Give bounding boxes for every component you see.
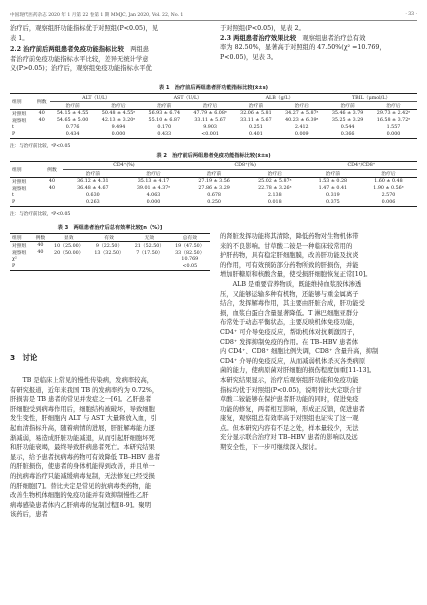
table-cell: 7（17.50） [136,251,163,256]
table-cell: 35.25 ± 3.29 [331,118,364,123]
table-cell: 20（50.00） [54,251,84,256]
table1-caption: 表 1 治疗前后两组患者肝功能指标比较(x̄±s) [158,85,269,91]
text-line: 两组患 [130,46,150,53]
table3-header: 例数 [35,236,46,241]
text-line: 改善生物机体细胞的免疫功能并有效抑制慢性乙肝 [10,492,149,500]
table-cell: 0.630 [85,193,100,198]
text-line: CD4⁺ 可介导免疫反应，帮助机体对抗刺激因子， [220,328,359,336]
table-cell: t [12,193,14,198]
table1-header-tbil: TBIL（μmol/L） [325,94,417,102]
discussion-right-column [220,232,420,453]
text-line: 于对照组(P<0.05)，见表 2。 [220,25,305,32]
text-line: 护肝药物，具有稳定肝细胞膜，改善肝功能及抗炎 [220,252,359,260]
table-cell: 33（82.50） [175,251,205,256]
text-line: 内 CD4⁺、CD8⁺ 细胞比例失调，CD8⁺ 含量升高，抑制 [220,348,379,356]
table-cell: 40 [37,250,44,255]
table-cell: 0.009 [294,132,309,137]
table1-header-n: 例数 [36,100,47,105]
section-3-title: 3 讨论 [10,353,38,362]
table1-subheader: 治疗后 [386,104,401,109]
table-cell [49,263,89,271]
table-cell: 9.903 [203,125,217,130]
table-cell [32,263,48,271]
text-line: 者治疗前免疫功能指标水平比较，差异无统计学意 [10,55,149,63]
text-line: 的肾脏发挥功能将其清除，降低药物对生物机体带 [220,233,359,240]
table1-note: 注：与治疗前比较，ᵃP<0.05 [10,144,71,149]
table-cell: 0.000 [386,132,401,137]
text-line: 损，血浆白蛋白含量显著降低。T 淋巴细胞亚群分 [220,309,359,317]
table-cell: 55.10 ± 6.87 [148,118,180,123]
table-cell: 2.138 [267,193,282,198]
table-cell: 22.78 ± 3.26ᵃ [258,186,292,191]
table-row [10,249,210,256]
table-cell: 对照组 [12,180,27,185]
table-cell: 1.557 [386,125,401,130]
table1-subheader: 治疗后 [111,104,126,109]
table1-subheader: 治疗前 [248,104,264,109]
text-line: 该药后，患者 [10,511,48,519]
text-line: 显示，给予患者抗病毒药物可有效降低 TB–HBV 患者 [10,453,161,461]
text-line: 本研究结果显示，治疗后观察组肝功能和免疫功能 [220,376,359,384]
table-cell [129,263,169,271]
text-line: 肝细胞受到病毒作用后，细胞结构被破坏，导致细胞 [10,405,155,413]
text-line: 义(P>0.05)；治疗后，观察组免疫功能指标水平优 [10,65,152,73]
table-cell: 39.01 ± 4.37ᵃ [136,186,171,191]
text-line: 的作用，可有效预防部分药物所致的肝损伤，并能 [220,261,359,269]
table2-subheader: 治疗前 [325,172,341,177]
table2-header-n: 例数 [47,168,57,173]
text-line: 观察组患者治疗总有效 [302,34,366,42]
text-line: ALB 是重要营养物质，既能维持血浆胶体渗透 [220,280,362,288]
table-cell: 0.401 [249,132,263,137]
table-cell: 56.93 ± 6.74 [148,111,180,116]
table-cell: 47.79 ± 6.08ᵃ [193,111,227,116]
table-cell: <0.05 [182,264,198,269]
text-line: 的抗病毒治疗只能减缓病毒复制，无法修复已经受损 [10,472,155,480]
table-cell: 27.19 ± 3.56 [198,179,230,184]
table3-header: 无效 [144,236,155,241]
table-row [10,185,417,192]
table1-header-group: 组别 [12,100,22,105]
table1-header-alt: ALT（U/L） [50,94,142,102]
table1-subheader: 治疗前 [65,104,80,109]
text-line: 期安全性，下一步可继续深入探讨。 [220,444,321,452]
section-2-3 [220,24,420,62]
table-cell: 27.86 ± 3.29 [198,186,230,191]
table-cell [129,256,169,263]
text-line: 病毒感染患者体内乙肝病毒的复制过程[8-9]。聚明 [10,501,151,509]
table3-header: 显效 [63,236,74,241]
table-cell: 2.412 [294,125,309,130]
table1-subheader: 治疗后 [202,104,218,109]
table-cell: <0.001 [201,132,219,137]
text-line: 结合，发挥解毒作用，其主要由肝脏合成，肝功能受 [220,300,365,308]
text-line: 菌的能力，使病原菌对肝细胞的损伤程度加重[11-13]。 [220,367,376,375]
table-row [10,263,210,271]
section-2-3-title: 2.3 两组患者治疗效果比较 [220,34,297,42]
table-cell [89,256,129,263]
text-line: 压，又能够运输多种有机物，还能够与重金属离子 [220,290,359,298]
table2-header-group: 组别 [12,168,22,173]
text-line: 指标均优于对照组(P<0.05)，说明替比夫定联合甘 [220,386,362,394]
text-line: P<0.05)，见表 3。 [220,53,278,61]
text-line: CD8⁺ 发挥抑制免疫的作用。在 TB–HBV 患者体 [220,338,358,346]
table-cell: χ² [12,257,17,262]
table-cell: 10（25.00） [54,244,84,249]
table-cell: 29.73 ± 2.42ᵃ [376,111,411,116]
table-cell: 35.13 ± 4.17 [137,179,170,184]
table-cell: 观察组 [12,119,27,124]
table-cell [33,124,50,131]
text-line: 来的不良影响。甘草酸二铵是一种临床较常用的 [220,242,353,250]
table-cell: 16.58 ± 3.72ᵃ [376,118,411,123]
table-cell: 0.319 [326,193,340,198]
table1 [10,93,417,139]
table-cell: 1.60 ± 0.48 [374,179,403,184]
running-header [10,10,417,21]
journal-citation [10,12,183,18]
table-cell [33,131,50,139]
text-line: 治疗后，观察组肝功能指标优于对照组(P<0.05)，见 [10,25,159,32]
table-cell: 0.000 [111,132,126,137]
text-line: 点。但本研究内容有不足之处，样本量较少，无法 [220,424,359,432]
table-cell: 0.018 [267,200,282,205]
text-line: 渐减弱，易造成肝脏功能减退，从而引起肝细胞坏死 [10,434,155,442]
table-cell: 40 [37,243,44,248]
table-cell: 4.063 [146,193,161,198]
table-cell: 0.263 [85,200,100,205]
table-cell: 33.11 ± 5.67 [194,118,226,123]
table-cell [49,256,89,263]
section-2-2-title: 2.2 治疗前后两组患者免疫功能指标比较 [10,46,124,53]
text-line: 肝损害是 TB 患者的常见并发症之一[6]。乙肝患者 [10,396,152,404]
table-cell: 2.570 [381,193,396,198]
table-cell: 0.544 [340,125,355,130]
text-line: 增加肝糖原和核酸含量，使受损肝细胞恢复正常[10]。 [220,271,372,279]
table-cell: 40 [48,179,56,184]
table1-header-alb: ALB（g/L） [234,94,326,102]
text-line: 率为 82.50%，显著高于对照组的 47.50%(χ² =10.769， [220,44,386,52]
table-cell: 0.366 [340,132,355,137]
text-line: 充分显示联合治疗对 TB–HBV 患者的影响以及远 [220,434,358,442]
section-2-2 [10,45,210,74]
table2-subheader: 治疗前 [206,172,222,177]
table-cell [89,263,129,271]
table-cell: P [12,264,16,269]
table-row [10,199,417,207]
table-cell: 9.494 [111,125,126,130]
table2-subheader: 治疗后 [146,172,161,177]
table-cell: 34.27 ± 5.87ᵃ [285,111,319,116]
table-row [10,131,417,139]
table-cell: 40 [48,186,56,191]
table-cell: 25.02 ± 5.87ᵃ [258,179,292,184]
table2-note: 注：与治疗前比较，ᵃP<0.05 [10,212,71,217]
text-line: 功能的修复，两者相互影响，形成正反馈，促进患者 [220,405,365,413]
table-cell: 21（52.50） [134,244,165,249]
table-cell: 13（32.50） [94,251,124,256]
table2-subheader: 治疗前 [85,172,101,177]
text-line: 布常处于动态平衡状态，主要反映机体免疫功能， [220,319,359,327]
table2 [10,161,417,207]
table2-header-ratio: CD4⁺/CD8⁺ [306,162,417,170]
discussion-left-column [10,376,210,520]
table2-header-cd8: CD8⁺(%) [185,162,306,170]
text-line: 康复，观察组总有效率高于对照组也证实了这一观 [220,415,359,423]
table-cell [32,256,48,263]
table-cell: P [12,132,16,137]
table-cell: 32.06 ± 5.81 [240,111,272,116]
text-line: 发生变性，肝细胞内 ALT 与 AST 大量释放入血，引 [10,415,157,423]
text-line: CD4⁺ 介导的免疫反应，从而减弱机体杀灭各类病原 [220,357,366,365]
table-row [10,178,417,186]
journal-name-cn: 中国现代医药杂志 2020 年 1 月第 22 卷第 1 期 [10,13,110,18]
table-cell: 40.23 ± 6.39ᵃ [285,118,319,123]
text-line: 有研究报道，近年来我国 TB 的发病率约为 0.72%， [10,386,159,394]
table-cell: 1.53 ± 0.28 [318,179,348,184]
text-line: 的肝细胞[7]。替比夫定是常见的抗病毒类药物，能 [10,482,152,490]
table-row [10,242,210,250]
table-row [10,256,210,263]
text-line: TB 是临床上常见的慢性传染病，发病率较高， [10,377,154,384]
table-cell: 36.12 ± 4.31 [77,179,109,184]
table-cell: 对照组 [12,112,27,117]
table-cell: 54.65 ± 5.00 [56,118,89,123]
table-row [10,192,417,199]
table1-subheader: 治疗前 [340,104,355,109]
table-cell: 40 [38,118,45,123]
table-cell: 1.90 ± 0.56ᵃ [373,186,404,191]
table-cell [41,199,64,207]
table3-header: 组别 [12,236,22,241]
table-row [10,117,417,124]
table-cell: 0.776 [65,125,80,130]
table-row [10,110,417,118]
table-cell: 观察组 [12,187,27,192]
table-cell: 9（22.50） [95,244,123,249]
table-cell: 0.433 [157,132,172,137]
text-line: 起血清指标升高，随着病情的进展，肝脏解毒能力逐 [10,424,155,432]
text-line: 和肝功能衰竭，最终导致肝病患者死亡。本研究结果 [10,444,155,452]
table-cell: 35.46 ± 3.79 [331,111,364,116]
table-cell: 0.006 [381,200,396,205]
table2-subheader: 治疗后 [381,172,396,177]
table-cell: 36.48 ± 4.67 [77,186,109,191]
table1-subheader: 治疗后 [294,104,309,109]
table-cell: 42.13 ± 3.20ᵃ [101,118,136,123]
table-cell: 33.11 ± 5.67 [240,118,272,123]
table1-subheader: 治疗前 [157,104,172,109]
table-row [10,124,417,131]
text-line: 草酸二铵能够在保护患者肝功能的同时，促进免疫 [220,396,359,404]
table3 [10,233,210,271]
table-cell: 50.48 ± 4.55ᵃ [101,111,136,116]
table-cell: 19（47.50） [175,244,205,249]
table-cell: 0.000 [146,200,161,205]
table-cell: 54.15 ± 4.55 [56,111,89,116]
table3-header: 总有效 [182,236,197,241]
left-intro-text [10,24,210,43]
journal-name-en: MMJC, Jan 2020, Vol. 22, No. 1 [110,13,184,18]
table2-header-cd4: CD4⁺(%) [63,162,184,170]
table-cell: 对照组 [12,244,27,249]
table1-header-ast: AST（U/L） [142,94,234,102]
page-number: · 33 · [405,12,417,17]
table-cell: t [12,125,14,130]
table2-subheader: 治疗后 [267,172,282,177]
table-cell: 0.375 [326,200,340,205]
table-cell: 0.250 [207,200,221,205]
table-cell: 0.251 [249,125,263,130]
table-cell: P [12,200,16,205]
table3-header: 有效 [104,236,114,241]
table-cell: 0.170 [157,125,172,130]
table-cell: 0.434 [65,132,80,137]
table2-caption: 表 2 治疗前后两组患者免疫功能指标比较(x̄±s) [156,153,271,159]
table-cell: 10.769 [181,257,199,262]
table-cell: 0.678 [207,193,221,198]
table-cell [41,192,64,199]
table-cell: 40 [38,111,45,116]
table-cell: 观察组 [12,251,27,256]
text-line: 表 1。 [10,34,29,42]
table3-caption: 表 3 两组患者治疗后总有效率比较[n（%）] [57,225,163,231]
table-cell: 1.47 ± 0.41 [318,186,348,191]
text-line: 的肝脏损伤，使患者的身体机能得到改善，并且单一 [10,463,155,471]
